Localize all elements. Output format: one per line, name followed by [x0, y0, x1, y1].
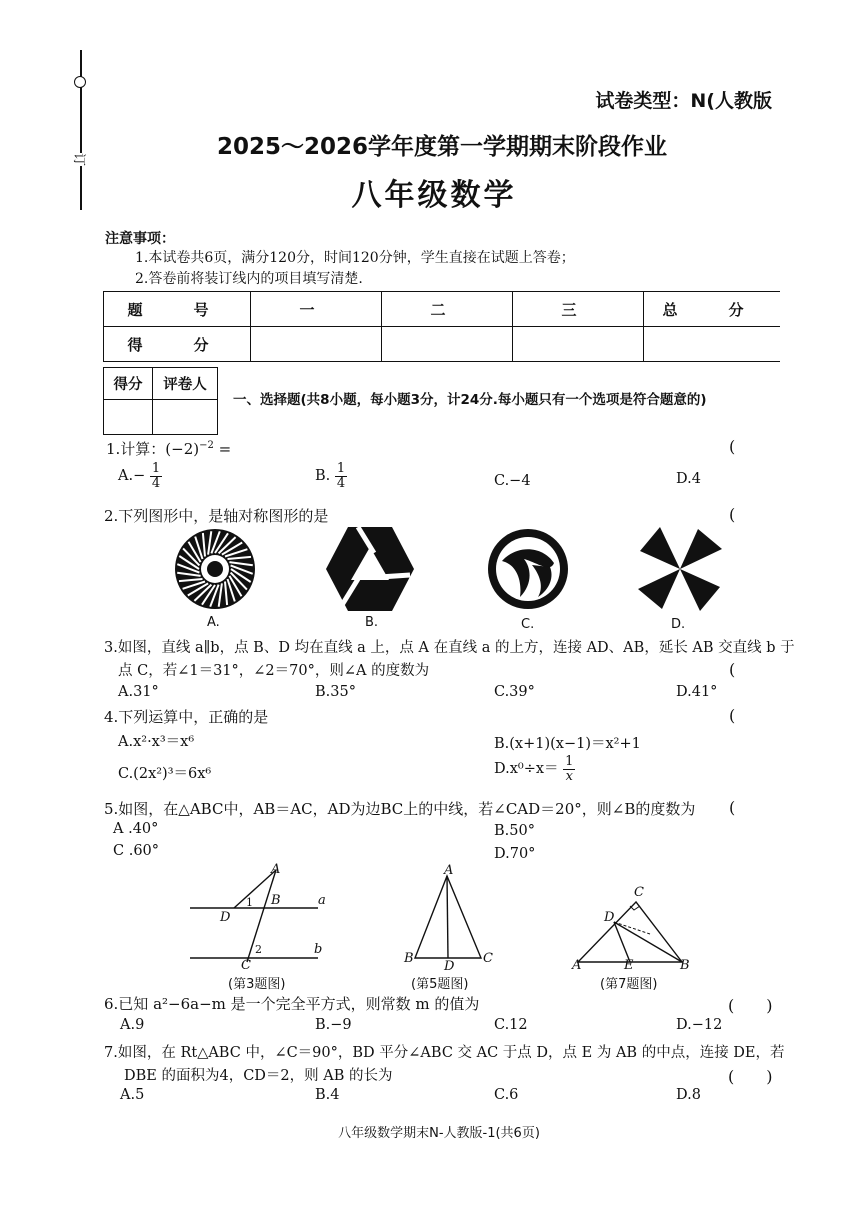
- q4-stem: 4.下列运算中，正确的是: [104, 708, 269, 726]
- section1-heading: 一、选择题(共8小题，每小题3分，计24分.每小题只有一个选项是符合题意的): [233, 392, 707, 408]
- q1-exponent: −2: [199, 440, 214, 451]
- q3-option-a[interactable]: A.31°: [118, 684, 159, 700]
- q1-option-d[interactable]: D.4: [676, 471, 701, 487]
- q2-label-b[interactable]: B.: [365, 615, 379, 630]
- score-table-row-label: 得 分: [104, 327, 251, 362]
- q7-fig-label-d: D: [604, 910, 615, 925]
- q6-option-d[interactable]: D.−12: [676, 1017, 723, 1033]
- score-cell-1[interactable]: [251, 327, 382, 362]
- q4-option-c[interactable]: C.(2x²)³＝6x⁶: [118, 766, 212, 782]
- q6-option-b[interactable]: B.−9: [315, 1017, 352, 1033]
- q1-stem-tail: =: [213, 440, 232, 458]
- notice-item-1: 1.本试卷共6页，满分120分，时间120分钟，学生直接在试题上答卷；: [135, 250, 575, 266]
- q7-answer-paren[interactable]: ( ): [728, 1067, 773, 1086]
- q1-option-b-label: B.: [315, 468, 331, 485]
- score-table-header-1: 一: [251, 292, 382, 327]
- q3-fig-label-b: B: [271, 893, 281, 908]
- score-cell-total[interactable]: [644, 327, 781, 362]
- q5-fig-label-b: B: [404, 951, 414, 966]
- q7-fig-label-c: C: [634, 885, 644, 900]
- binding-circle: [74, 76, 86, 88]
- q2-figure-c-swirl: [488, 529, 568, 609]
- q1-option-a[interactable]: [118, 462, 162, 490]
- q7-option-b[interactable]: B.4: [315, 1087, 340, 1103]
- q5-answer-paren[interactable]: (: [729, 798, 736, 817]
- q7-fig-label-e: E: [624, 958, 634, 973]
- q7-option-c[interactable]: C.6: [494, 1087, 519, 1103]
- q2-label-c[interactable]: C.: [521, 617, 535, 632]
- q5-option-a[interactable]: A .40°: [113, 821, 159, 837]
- q1-option-b[interactable]: [315, 462, 347, 490]
- q3-option-b[interactable]: B.35°: [315, 684, 356, 700]
- q7-fig-label-a: A: [572, 958, 582, 973]
- q2-figure-a-sunburst: [175, 529, 255, 609]
- score-table-header-item: 题 号: [104, 292, 251, 327]
- notice-heading: 注意事项：: [105, 231, 175, 247]
- q5-fig-label-a: A: [444, 863, 454, 878]
- q3-fig-label-angle1: 1: [246, 896, 253, 909]
- q1-option-b-den: 4: [336, 475, 346, 491]
- grader-score-label: 得分: [104, 368, 153, 400]
- q3-fig-label-line-b: b: [314, 942, 323, 957]
- q7-line1: 7.如图，在 Rt△ABC 中，∠C＝90°，BD 平分∠ABC 交 AC 于点 D，点 E 为 AB 的中点，连接 DE，若: [104, 1045, 785, 1061]
- q5-option-c[interactable]: C .60°: [113, 843, 160, 859]
- q1-option-b-num: 1: [336, 461, 346, 476]
- paper-type: 试卷类型：N(人教版: [595, 90, 772, 112]
- q3-fig-label-a: A: [271, 862, 281, 877]
- page-footer: 八年级数学期末N-人教版-1(共6页): [338, 1126, 540, 1141]
- q4-option-d-fraction: [563, 755, 575, 783]
- q6-option-c[interactable]: C.12: [494, 1017, 528, 1033]
- q6-answer-paren[interactable]: ( ): [728, 996, 773, 1015]
- q3-fig-caption: (第3题图): [228, 977, 286, 992]
- q3-option-c[interactable]: C.39°: [494, 684, 535, 700]
- q4-option-d-num: 1: [565, 754, 574, 769]
- q3-fig-label-line-a: a: [318, 893, 326, 908]
- q2-figure-d-pinwheel: [638, 527, 722, 611]
- q1-option-a-den: 4: [151, 475, 161, 491]
- q3-line2: 点 C，若∠1＝31°，∠2＝70°，则∠A 的度数为: [118, 663, 430, 679]
- grader-table: [103, 367, 218, 435]
- q2-answer-paren[interactable]: (: [729, 505, 736, 524]
- q4-option-d-label: D.x⁰÷x＝: [494, 761, 559, 778]
- q4-option-a[interactable]: A.x²·x³＝x⁶: [118, 734, 195, 750]
- q7-option-a[interactable]: A.5: [120, 1087, 145, 1103]
- score-table-header-3: 三: [513, 292, 644, 327]
- q5-figure: [405, 870, 495, 970]
- q1-option-b-fraction: [335, 462, 347, 490]
- q2-stem: 2.下列图形中，是轴对称图形的是: [104, 507, 329, 525]
- q2-label-d[interactable]: D.: [671, 617, 686, 632]
- q6-stem: 6.已知 a²−6a−m 是一个完全平方式，则常数 m 的值为: [104, 995, 480, 1013]
- notice-item-2: 2.答卷前将装订线内的项目填写清楚.: [135, 271, 363, 287]
- q1-answer-paren[interactable]: (: [729, 437, 736, 456]
- q5-fig-caption: (第5题图): [411, 977, 469, 992]
- q3-answer-paren[interactable]: (: [729, 660, 736, 679]
- q7-fig-label-b: B: [680, 958, 690, 973]
- q7-line2: DBE 的面积为4，CD＝2，则 AB 的长为: [124, 1068, 393, 1084]
- grader-score-cell[interactable]: [104, 400, 153, 435]
- q2-figures: [170, 522, 750, 637]
- score-table: [103, 291, 780, 362]
- q2-label-a[interactable]: A.: [207, 615, 220, 630]
- q4-option-d[interactable]: [494, 755, 575, 783]
- q3-fig-label-angle2: 2: [255, 943, 262, 956]
- q3-fig-label-d: D: [220, 910, 231, 925]
- score-table-header-total: 总 分: [644, 292, 781, 327]
- q1-option-a-num: 1: [151, 461, 161, 476]
- q3-line1: 3.如图，直线 a∥b，点 B、D 均在直线 a 上，点 A 在直线 a 的上方，连接 AD、AB，延长 AB 交直线 b 于: [104, 640, 795, 656]
- q6-option-a[interactable]: A.9: [120, 1017, 145, 1033]
- score-table-header-2: 二: [382, 292, 513, 327]
- q4-answer-paren[interactable]: (: [729, 706, 736, 725]
- q1-option-a-fraction: [150, 462, 162, 490]
- exam-title: 2025～2026学年度第一学期期末阶段作业: [216, 134, 668, 160]
- q5-fig-label-c: C: [483, 951, 493, 966]
- grader-name-label: 评卷人: [153, 368, 218, 400]
- q1-option-c[interactable]: C.−4: [494, 473, 531, 489]
- q2-figure-b-recycle: [326, 527, 414, 611]
- q1-option-a-label: A.−: [118, 468, 146, 485]
- exam-subject: 八年级数学: [351, 178, 517, 213]
- q1-stem: [106, 438, 231, 459]
- q5-fig-label-d: D: [444, 959, 455, 974]
- q4-option-d-den: x: [565, 768, 573, 784]
- q4-option-b[interactable]: B.(x+1)(x−1)＝x²+1: [494, 736, 641, 752]
- q1-stem-text: 1.计算：(−2): [106, 440, 200, 458]
- q5-option-b[interactable]: B.50°: [494, 823, 535, 839]
- binding-margin-text: 订: [71, 153, 90, 166]
- q5-stem: 5.如图，在△ABC中，AB＝AC，AD为边BC上的中线，若∠CAD＝20°，则∠B的度数为: [104, 800, 696, 818]
- q7-fig-caption: (第7题图): [600, 977, 658, 992]
- score-cell-3[interactable]: [513, 327, 644, 362]
- grader-name-cell[interactable]: [153, 400, 218, 435]
- q3-fig-label-c: C: [241, 958, 251, 973]
- q7-option-d[interactable]: D.8: [676, 1087, 701, 1103]
- q3-option-d[interactable]: D.41°: [676, 684, 718, 700]
- score-cell-2[interactable]: [382, 327, 513, 362]
- q5-option-d[interactable]: D.70°: [494, 846, 536, 862]
